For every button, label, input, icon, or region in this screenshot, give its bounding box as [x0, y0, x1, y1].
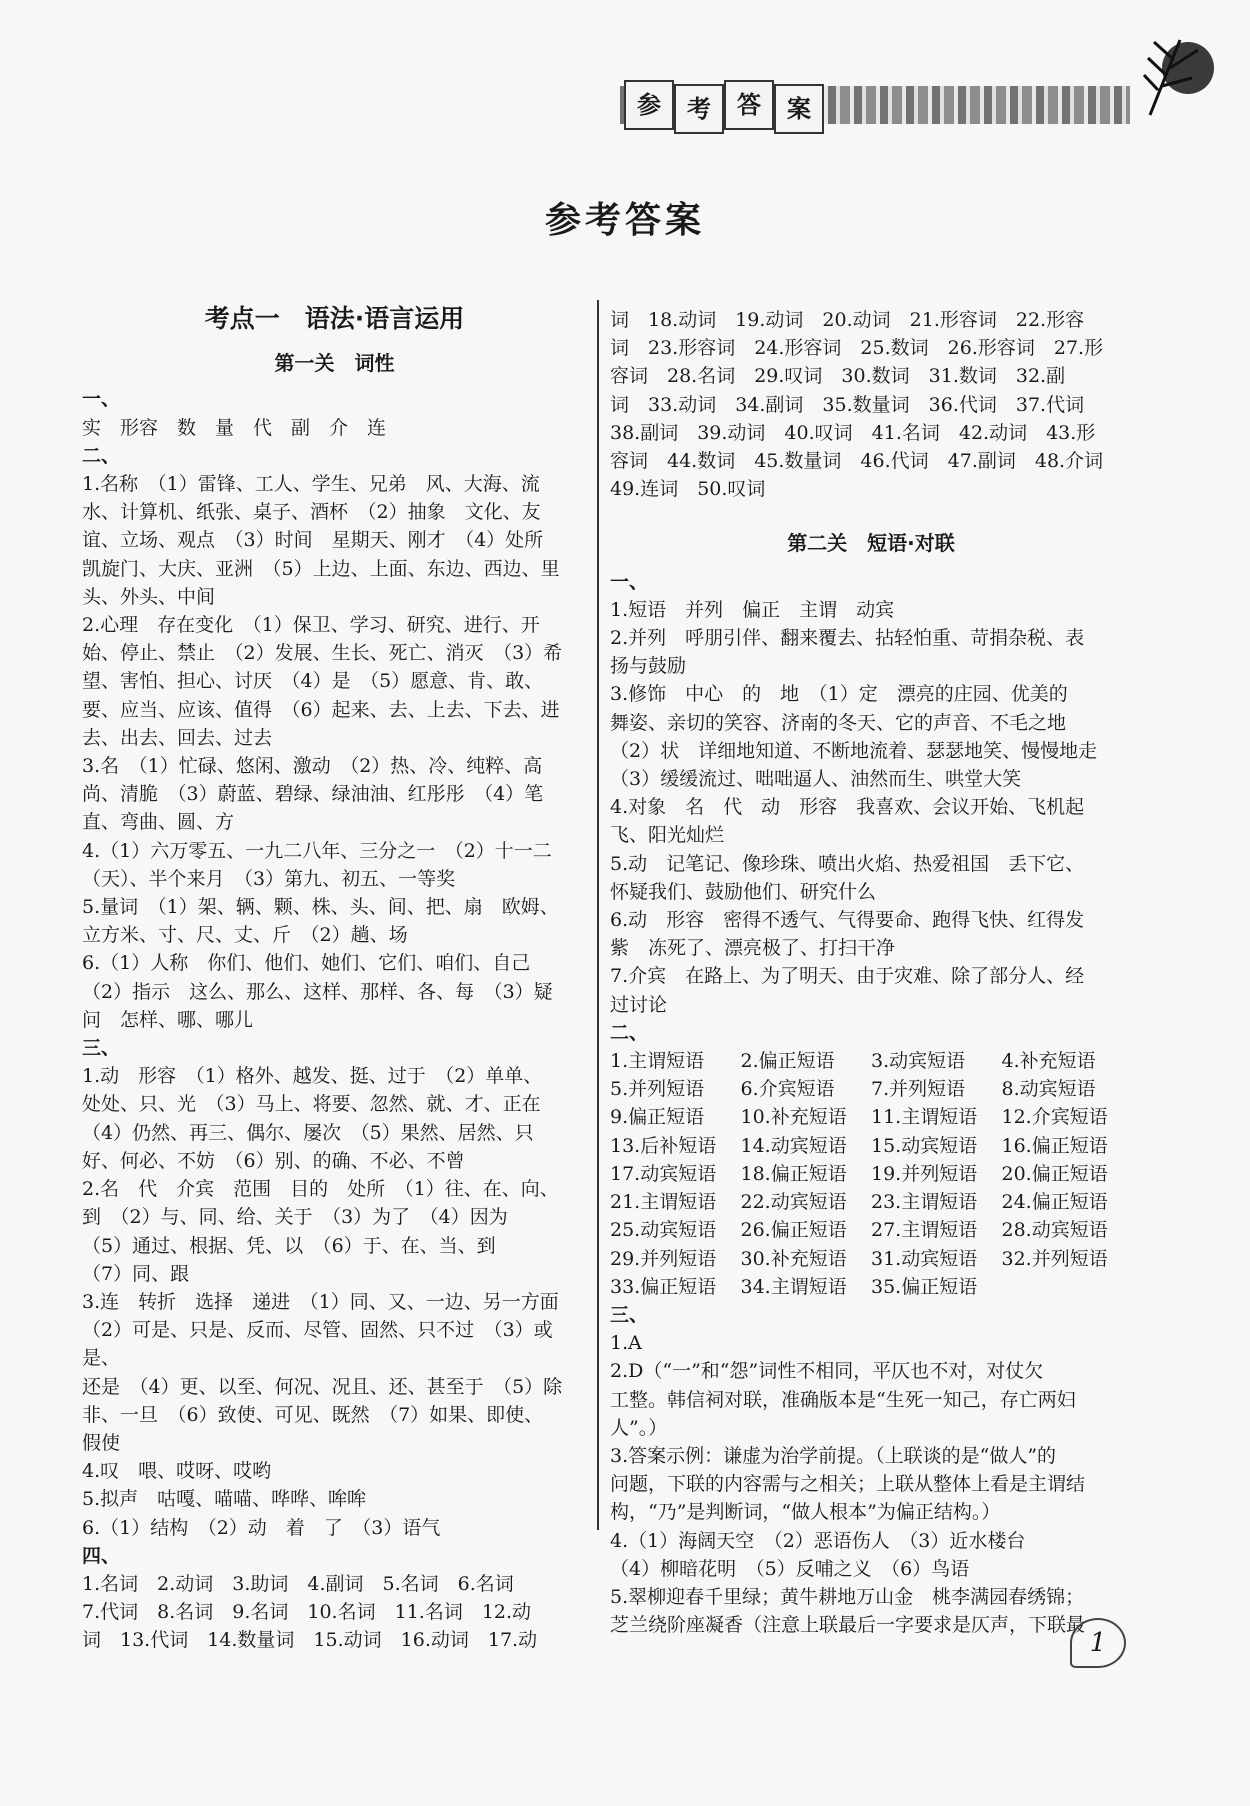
- grid-row: [610, 1273, 1132, 1301]
- answer-line: 立方米、寸、尺、丈、斤 （2）趟、场: [82, 924, 408, 947]
- answer-line: 二、: [82, 444, 121, 467]
- answer-line: （2）可是、只是、反而、尽管、固然、只不过 （3）或是、: [82, 1319, 553, 1370]
- couplet-answers: [610, 1301, 1132, 1639]
- grid-cell: 26.偏正短语: [740, 1219, 847, 1242]
- answer-line: 2.D（“一”和“怨”词性不相同，平仄也不对，对仗欠: [610, 1360, 1044, 1383]
- answer-line: 还是 （4）更、以至、何况、况且、还、甚至于 （5）除: [82, 1375, 563, 1398]
- column-divider: [597, 300, 599, 1530]
- bamboo-moon-icon: [1140, 20, 1218, 120]
- page-title: 参考答案: [544, 200, 705, 241]
- answer-line: 处处、只、光 （3）马上、将要、忽然、就、才、正在: [82, 1093, 541, 1116]
- grid-cell: 20.偏正短语: [1001, 1162, 1108, 1185]
- grid-cell: 25.动宾短语: [610, 1219, 717, 1242]
- grid-cell: 13.后补短语: [610, 1134, 717, 1157]
- grid-cell: 31.动宾短语: [871, 1247, 978, 1270]
- answer-line: 1.短语 并列 偏正 主谓 动宾: [610, 598, 895, 621]
- grid-cell: 21.主谓短语: [610, 1191, 717, 1214]
- answer-line: 问题，下联的内容需与之相关；上联从整体上看是主谓结: [610, 1473, 1086, 1496]
- grid-cell: 16.偏正短语: [1001, 1134, 1108, 1157]
- answer-line: 词 13.代词 14.数量词 15.动词 16.动词 17.动: [82, 1629, 538, 1652]
- answer-line: 1.动 形容 （1）格外、越发、挺、过于 （2）单单、: [82, 1065, 543, 1088]
- grid-cell: 29.并列短语: [610, 1247, 717, 1270]
- grid-cell: 30.补充短语: [740, 1247, 847, 1270]
- answer-line: 好、何必、不妨 （6）别、的确、不必、不曾: [82, 1149, 465, 1172]
- grid-cell: 15.动宾短语: [871, 1134, 978, 1157]
- grid-cell: 1.主谓短语: [610, 1050, 705, 1073]
- grid-row: [610, 1103, 1132, 1131]
- grid-row: [610, 1160, 1132, 1188]
- grid-cell: 8.动宾短语: [1001, 1078, 1096, 1101]
- answer-line: 水、计算机、纸张、桌子、酒杯 （2）抽象 文化、友: [82, 501, 541, 524]
- answer-line: 3.名 （1）忙碌、悠闲、激动 （2）热、冷、纯粹、高: [82, 755, 543, 778]
- answer-line: 一、: [82, 388, 121, 411]
- answer-line: 4.对象 名 代 动 形容 我喜欢、会议开始、飞机起: [610, 796, 1085, 819]
- grid-cell: 3.动宾短语: [871, 1050, 966, 1073]
- answer-line: （2）指示 这么、那么、这样、那样、各、每 （3）疑: [82, 980, 553, 1003]
- answer-line: 问 怎样、哪、哪儿: [82, 1008, 254, 1031]
- answer-line: 舞姿、亲切的笑容、济南的冬天、它的声音、不毛之地: [610, 711, 1067, 734]
- answer-line: 3.答案示例：谦虚为治学前提。（上联谈的是“做人”的: [610, 1444, 1057, 1467]
- answer-line: 1.名称 （1）雷锋、工人、学生、兄弟 风、大海、流: [82, 473, 540, 496]
- banner-tile: 答: [724, 80, 774, 130]
- grid-cell: [1002, 1273, 1133, 1301]
- answer-line: 5.动 记笔记、像珍珠、喷出火焰、热爱祖国 丢下它、: [610, 852, 1085, 875]
- answer-line: 词 18.动词 19.动词 20.动词 21.形容词 22.形容: [610, 309, 1085, 331]
- answer-line: 直、弯曲、圆、方: [82, 811, 235, 834]
- grid-cell: 17.动宾短语: [610, 1162, 717, 1185]
- answer-line: 3.修饰 中心 的 地 （1）定 漂亮的庄园、优美的: [610, 683, 1068, 706]
- grid-cell: 11.主谓短语: [871, 1106, 978, 1129]
- answer-line: 望、害怕、担心、讨厌 （4）是 （5）愿意、肯、敢、: [82, 670, 544, 693]
- grid-cell: 19.并列短语: [871, 1162, 978, 1185]
- grid-row: [610, 1216, 1132, 1244]
- banner-tile: 参: [624, 80, 674, 130]
- answer-line: 6.（1）结构 （2）动 着 了 （3）语气: [82, 1516, 441, 1539]
- answer-line: 要、应当、应该、值得 （6）起来、去、上去、下去、进: [82, 698, 560, 721]
- answer-line: 过讨论: [610, 993, 668, 1016]
- subsection-title: 第二关 短语·对联: [787, 531, 955, 556]
- answer-line: 4.（1）海阔天空 （2）恶语伤人 （3）近水楼台: [610, 1529, 1026, 1552]
- grid-cell: 23.主谓短语: [871, 1191, 978, 1214]
- answer-line: 容词 44.数词 45.数量词 46.代词 47.副词 48.介词: [610, 450, 1104, 473]
- answer-line: 三、: [82, 1037, 121, 1060]
- answer-line: （5）通过、根据、凭、以 （6）于、在、当、到: [82, 1234, 496, 1257]
- answer-line: 假使: [82, 1431, 121, 1454]
- answer-line: 芝兰绕阶座凝香（注意上联最后一字要求是仄声，下联最: [610, 1614, 1086, 1637]
- phrase-type-grid: [610, 1047, 1132, 1301]
- grid-cell: 28.动宾短语: [1001, 1219, 1108, 1242]
- phrase-answers: [610, 568, 1132, 1047]
- banner-tile: 考: [674, 84, 724, 134]
- section-title: 考点一 语法·语言运用: [204, 304, 465, 333]
- answer-line: 工整。韩信祠对联，准确版本是“生死一知己，存亡两妇: [610, 1388, 1076, 1411]
- answer-line: 容词 28.名词 29.叹词 30.数词 31.数词 32.副: [610, 365, 1066, 388]
- grid-row: [610, 1047, 1132, 1075]
- answer-line: （4）柳暗花明 （5）反哺之义 （6）鸟语: [610, 1557, 970, 1580]
- grid-cell: 33.偏正短语: [610, 1275, 717, 1298]
- grid-cell: 34.主谓短语: [740, 1275, 847, 1298]
- grid-cell: 4.补充短语: [1001, 1050, 1096, 1073]
- answer-line: 始、停止、禁止 （2）发展、生长、死亡、消灭 （3）希: [82, 642, 563, 665]
- answer-line: 谊、立场、观点 （3）时间 星期天、刚才 （4）处所: [82, 529, 544, 552]
- answer-line: 飞、阳光灿烂: [610, 824, 725, 847]
- answer-line: （3）缓缓流过、咄咄逼人、油然而生、哄堂大笑: [610, 768, 1022, 791]
- answer-line: （天）、半个来月 （3）第九、初五、一等奖: [82, 867, 456, 890]
- answer-line: 2.名 代 介宾 范围 目的 处所 （1）往、在、向、: [82, 1178, 559, 1201]
- page-number: 1: [1070, 1618, 1126, 1668]
- answer-line: 四、: [82, 1544, 121, 1567]
- answer-line: 7.代词 8.名词 9.名词 10.名词 11.名词 12.动: [82, 1601, 532, 1624]
- grid-row: [610, 1075, 1132, 1103]
- answer-line: 7.介宾 在路上、为了明天、由于灾难、除了部分人、经: [610, 965, 1085, 988]
- right-column: [610, 306, 1132, 1639]
- answer-line: 到 （2）与、同、给、关于 （3）为了 （4）因为: [82, 1206, 508, 1229]
- grid-cell: 14.动宾短语: [740, 1134, 847, 1157]
- answer-line: 怀疑我们、鼓励他们、研究什么: [610, 880, 877, 903]
- grid-cell: 9.偏正短语: [610, 1106, 705, 1129]
- answer-line: 紫 冻死了、漂亮极了、打扫干净: [610, 937, 896, 960]
- right-continued-lines: [610, 306, 1132, 503]
- grid-cell: 32.并列短语: [1001, 1247, 1108, 1270]
- answer-line: 1.名词 2.动词 3.助词 4.副词 5.名词 6.名词: [82, 1572, 514, 1595]
- answer-line: 头、外头、中间: [82, 585, 216, 608]
- answer-line: 三、: [610, 1303, 649, 1326]
- grid-row: [610, 1188, 1132, 1216]
- grid-cell: 10.补充短语: [740, 1106, 847, 1129]
- answer-line: 构，“乃”是判断词，“做人根本”为偏正结构。）: [610, 1501, 1001, 1524]
- grid-cell: 7.并列短语: [871, 1078, 966, 1101]
- answer-line: 6.动 形容 密得不透气、气得要命、跑得飞快、红得发: [610, 909, 1085, 932]
- left-answer-lines: [82, 385, 587, 1654]
- answer-line: 5.量词 （1）架、辆、颗、株、头、间、把、扇 欧姆、: [82, 896, 559, 919]
- grid-cell: 24.偏正短语: [1001, 1191, 1108, 1214]
- answer-line: 词 33.动词 34.副词 35.数量词 36.代词 37.代词: [610, 393, 1085, 416]
- answer-line: （2）状 详细地知道、不断地流着、瑟瑟地笑、慢慢地走: [610, 739, 1098, 762]
- answer-line: 2.心理 存在变化 （1）保卫、学习、研究、进行、开: [82, 614, 540, 637]
- answer-line: 扬与鼓励: [610, 655, 687, 678]
- left-column: [82, 295, 587, 1655]
- answer-line: 1.A: [610, 1332, 642, 1355]
- answer-line: 实 形容 数 量 代 副 介 连: [82, 416, 387, 439]
- answer-line: 人”。）: [610, 1416, 668, 1439]
- grid-cell: 22.动宾短语: [740, 1191, 847, 1214]
- grid-row: [610, 1245, 1132, 1273]
- grid-cell: 2.偏正短语: [740, 1050, 835, 1073]
- subsection-title: 第一关 词性: [274, 351, 395, 376]
- answer-line: 5.拟声 咕嘎、喵喵、哗哗、哞哞: [82, 1488, 367, 1511]
- grid-row: [610, 1132, 1132, 1160]
- answer-line: 4.叹 喂、哎呀、哎哟: [82, 1460, 272, 1483]
- answer-line: 6.（1）人称 你们、他们、她们、它们、咱们、自己: [82, 952, 531, 975]
- grid-cell: 12.介宾短语: [1001, 1106, 1108, 1129]
- grid-cell: 5.并列短语: [610, 1078, 705, 1101]
- answer-line: 凯旋门、大庆、亚洲 （5）上边、上面、东边、西边、里: [82, 557, 560, 580]
- answer-line: （7）同、跟: [82, 1262, 190, 1285]
- answer-line: 二、: [610, 1021, 649, 1044]
- answer-line: 一、: [610, 570, 649, 593]
- answer-line: 3.连 转折 选择 递进 （1）同、又、一边、另一方面: [82, 1290, 559, 1313]
- answer-line: 38.副词 39.动词 40.叹词 41.名词 42.动词 43.形: [610, 421, 1096, 444]
- banner-tile: 案: [774, 84, 824, 134]
- grid-cell: 27.主谓短语: [871, 1219, 978, 1242]
- grid-cell: 6.介宾短语: [740, 1078, 835, 1101]
- answer-line: 词 23.形容词 24.形容词 25.数词 26.形容词 27.形: [610, 337, 1104, 360]
- grid-cell: 18.偏正短语: [740, 1162, 847, 1185]
- answer-line: 4.（1）六万零五、一九二八年、三分之一 （2）十一二: [82, 839, 552, 862]
- answer-line: 尚、清脆 （3）蔚蓝、碧绿、绿油油、红彤彤 （4）笔: [82, 783, 544, 806]
- answer-line: 49.连词 50.叹词: [610, 478, 766, 501]
- answer-line: 非、一旦 （6）致使、可见、既然 （7）如果、即使、: [82, 1403, 544, 1426]
- header-banner: [620, 80, 1130, 128]
- answer-line: （4）仍然、再三、偶尔、屡次 （5）果然、居然、只: [82, 1121, 534, 1144]
- answer-line: 2.并列 呼朋引伴、翻来覆去、拈轻怕重、苛捐杂税、表: [610, 627, 1085, 650]
- grid-cell: 35.偏正短语: [871, 1275, 978, 1298]
- answer-line: 5.翠柳迎春千里绿；黄牛耕地万山金 桃李满园春绣锦；: [610, 1585, 1085, 1608]
- answer-line: 去、出去、回去、过去: [82, 726, 273, 749]
